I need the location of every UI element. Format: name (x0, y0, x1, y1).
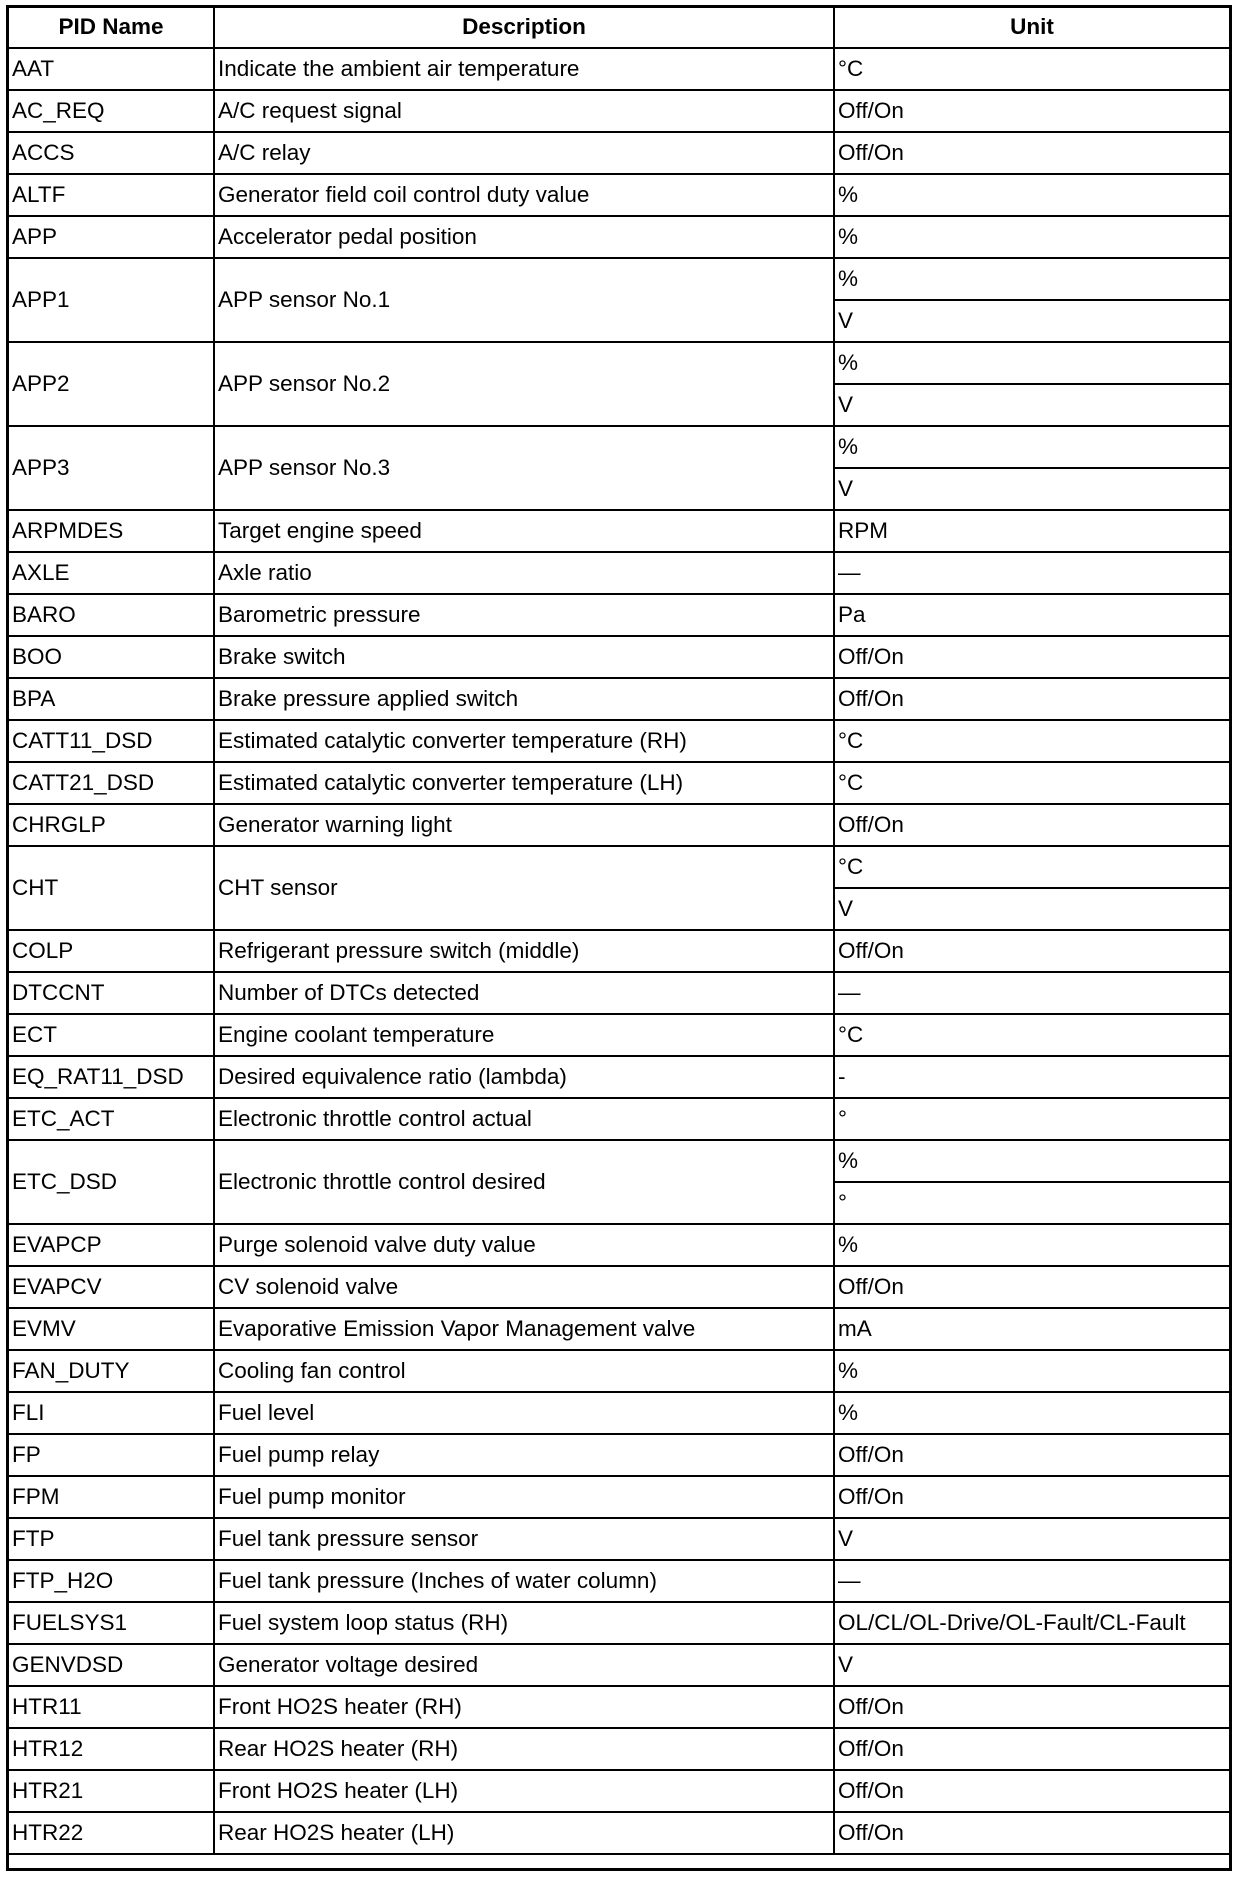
unit-cell: mA (834, 1308, 1230, 1350)
table-row (8, 804, 1230, 846)
table-header-row (8, 7, 1230, 48)
unit-cell: V (834, 1644, 1230, 1686)
table-row (8, 1308, 1230, 1350)
pid-name-cell: APP2 (8, 342, 214, 426)
unit-cell: Off/On (834, 1812, 1230, 1854)
pid-name-cell: EVMV (8, 1308, 214, 1350)
description-cell: Brake pressure applied switch (214, 678, 834, 720)
unit-cell: % (834, 258, 1230, 300)
table-row (8, 1476, 1230, 1518)
pid-name-cell: HTR11 (8, 1686, 214, 1728)
pid-name-cell: BOO (8, 636, 214, 678)
description-cell: Barometric pressure (214, 594, 834, 636)
table-row (8, 1140, 1230, 1182)
description-cell: Evaporative Emission Vapor Management valve (214, 1308, 834, 1350)
unit-cell: °C (834, 762, 1230, 804)
description-cell: Engine coolant temperature (214, 1014, 834, 1056)
pid-name-cell: APP1 (8, 258, 214, 342)
unit-cell: — (834, 552, 1230, 594)
description-cell: Fuel level (214, 1392, 834, 1434)
description-cell: Estimated catalytic converter temperature (RH) (214, 720, 834, 762)
pid-name-cell: EVAPCP (8, 1224, 214, 1266)
table-row (8, 1602, 1230, 1644)
pid-name-cell: FUELSYS1 (8, 1602, 214, 1644)
table-row (8, 1644, 1230, 1686)
description-cell: Target engine speed (214, 510, 834, 552)
pid-name-cell: CHT (8, 846, 214, 930)
header-description: Description (214, 7, 834, 48)
unit-cell: % (834, 1224, 1230, 1266)
pid-name-cell: HTR21 (8, 1770, 214, 1812)
description-cell: Axle ratio (214, 552, 834, 594)
table-row (8, 636, 1230, 678)
pid-name-cell: APP3 (8, 426, 214, 510)
table-row (8, 930, 1230, 972)
description-cell: Front HO2S heater (RH) (214, 1686, 834, 1728)
pid-name-cell: HTR22 (8, 1812, 214, 1854)
table-row (8, 1392, 1230, 1434)
pid-name-cell: FLI (8, 1392, 214, 1434)
pid-name-cell: COLP (8, 930, 214, 972)
description-cell: Brake switch (214, 636, 834, 678)
description-cell: Accelerator pedal position (214, 216, 834, 258)
description-cell: Rear HO2S heater (RH) (214, 1728, 834, 1770)
pid-name-cell: DTCCNT (8, 972, 214, 1014)
table-row (8, 48, 1230, 90)
table-row (8, 1098, 1230, 1140)
unit-cell: °C (834, 846, 1230, 888)
unit-cell: Off/On (834, 1434, 1230, 1476)
pid-name-cell: ACCS (8, 132, 214, 174)
unit-cell: - (834, 1056, 1230, 1098)
unit-cell: RPM (834, 510, 1230, 552)
description-cell: Fuel pump monitor (214, 1476, 834, 1518)
unit-cell: % (834, 1140, 1230, 1182)
unit-cell: Off/On (834, 1266, 1230, 1308)
description-cell: Desired equivalence ratio (lambda) (214, 1056, 834, 1098)
table-row (8, 90, 1230, 132)
pid-name-cell: ECT (8, 1014, 214, 1056)
table-row (8, 1350, 1230, 1392)
table-row (8, 216, 1230, 258)
unit-cell: % (834, 216, 1230, 258)
unit-cell: Off/On (834, 132, 1230, 174)
pid-name-cell: GENVDSD (8, 1644, 214, 1686)
pid-name-cell: FPM (8, 1476, 214, 1518)
pid-name-cell: CATT11_DSD (8, 720, 214, 762)
unit-cell: Off/On (834, 804, 1230, 846)
description-cell: Electronic throttle control actual (214, 1098, 834, 1140)
table-row (8, 1224, 1230, 1266)
description-cell: Electronic throttle control desired (214, 1140, 834, 1224)
table-row (8, 1812, 1230, 1854)
description-cell: Front HO2S heater (LH) (214, 1770, 834, 1812)
pid-name-cell: FTP_H2O (8, 1560, 214, 1602)
description-cell: Cooling fan control (214, 1350, 834, 1392)
pid-name-cell: CATT21_DSD (8, 762, 214, 804)
unit-cell: Off/On (834, 678, 1230, 720)
unit-cell: Off/On (834, 90, 1230, 132)
description-cell: Fuel system loop status (RH) (214, 1602, 834, 1644)
table-row (8, 1014, 1230, 1056)
pid-name-cell: CHRGLP (8, 804, 214, 846)
unit-cell: — (834, 972, 1230, 1014)
table-row (8, 720, 1230, 762)
pid-name-cell: APP (8, 216, 214, 258)
header-pid-name: PID Name (8, 7, 214, 48)
unit-cell: OL/CL/OL-Drive/OL-Fault/CL-Fault (834, 1602, 1230, 1644)
unit-cell: % (834, 342, 1230, 384)
description-cell: Number of DTCs detected (214, 972, 834, 1014)
description-cell: A/C request signal (214, 90, 834, 132)
table-row (8, 1434, 1230, 1476)
pid-name-cell: EQ_RAT11_DSD (8, 1056, 214, 1098)
description-cell: APP sensor No.2 (214, 342, 834, 426)
pid-name-cell: BARO (8, 594, 214, 636)
table-row (8, 132, 1230, 174)
table-row (8, 1560, 1230, 1602)
pid-name-cell: AC_REQ (8, 90, 214, 132)
pid-name-cell: ETC_DSD (8, 1140, 214, 1224)
unit-cell: V (834, 384, 1230, 426)
unit-cell: Off/On (834, 1686, 1230, 1728)
unit-cell: ° (834, 1098, 1230, 1140)
description-cell: Generator warning light (214, 804, 834, 846)
unit-cell: °C (834, 48, 1230, 90)
unit-cell: V (834, 1518, 1230, 1560)
pid-name-cell: AXLE (8, 552, 214, 594)
table-row (8, 1770, 1230, 1812)
unit-cell: % (834, 426, 1230, 468)
table-row (8, 1056, 1230, 1098)
pid-name-cell: ETC_ACT (8, 1098, 214, 1140)
description-cell: Fuel tank pressure (Inches of water column) (214, 1560, 834, 1602)
pid-name-cell: FAN_DUTY (8, 1350, 214, 1392)
pid-name-cell: FP (8, 1434, 214, 1476)
description-cell: Purge solenoid valve duty value (214, 1224, 834, 1266)
description-cell: A/C relay (214, 132, 834, 174)
table-row (8, 1266, 1230, 1308)
description-cell: Fuel tank pressure sensor (214, 1518, 834, 1560)
unit-cell: % (834, 1350, 1230, 1392)
table-body (8, 48, 1230, 1854)
table-row (8, 174, 1230, 216)
pid-name-cell: AAT (8, 48, 214, 90)
unit-cell: ° (834, 1182, 1230, 1224)
description-cell: Fuel pump relay (214, 1434, 834, 1476)
table-row (8, 552, 1230, 594)
table-row (8, 1518, 1230, 1560)
unit-cell: Off/On (834, 930, 1230, 972)
description-cell: Refrigerant pressure switch (middle) (214, 930, 834, 972)
table-row (8, 510, 1230, 552)
description-cell: CV solenoid valve (214, 1266, 834, 1308)
table-row (8, 678, 1230, 720)
unit-cell: Off/On (834, 1728, 1230, 1770)
unit-cell: Pa (834, 594, 1230, 636)
unit-cell: °C (834, 1014, 1230, 1056)
description-cell: APP sensor No.3 (214, 426, 834, 510)
description-cell: APP sensor No.1 (214, 258, 834, 342)
unit-cell: °C (834, 720, 1230, 762)
description-cell: Estimated catalytic converter temperature (LH) (214, 762, 834, 804)
table-row (8, 258, 1230, 300)
unit-cell: Off/On (834, 1476, 1230, 1518)
table-row (8, 972, 1230, 1014)
description-cell: Indicate the ambient air temperature (214, 48, 834, 90)
pid-name-cell: ARPMDES (8, 510, 214, 552)
pid-table (7, 6, 1231, 1855)
pid-name-cell: EVAPCV (8, 1266, 214, 1308)
unit-cell: Off/On (834, 636, 1230, 678)
table-row (8, 426, 1230, 468)
pid-name-cell: ALTF (8, 174, 214, 216)
table-row (8, 342, 1230, 384)
description-cell: Generator voltage desired (214, 1644, 834, 1686)
pid-name-cell: BPA (8, 678, 214, 720)
unit-cell: % (834, 1392, 1230, 1434)
pid-name-cell: FTP (8, 1518, 214, 1560)
unit-cell: V (834, 888, 1230, 930)
description-cell: Rear HO2S heater (LH) (214, 1812, 834, 1854)
unit-cell: V (834, 300, 1230, 342)
table-row (8, 1728, 1230, 1770)
table-row (8, 594, 1230, 636)
unit-cell: V (834, 468, 1230, 510)
unit-cell: % (834, 174, 1230, 216)
pid-name-cell: HTR12 (8, 1728, 214, 1770)
description-cell: CHT sensor (214, 846, 834, 930)
unit-cell: — (834, 1560, 1230, 1602)
header-unit: Unit (834, 7, 1230, 48)
description-cell: Generator field coil control duty value (214, 174, 834, 216)
table-row (8, 1686, 1230, 1728)
unit-cell: Off/On (834, 1770, 1230, 1812)
table-row (8, 762, 1230, 804)
table-row (8, 846, 1230, 888)
